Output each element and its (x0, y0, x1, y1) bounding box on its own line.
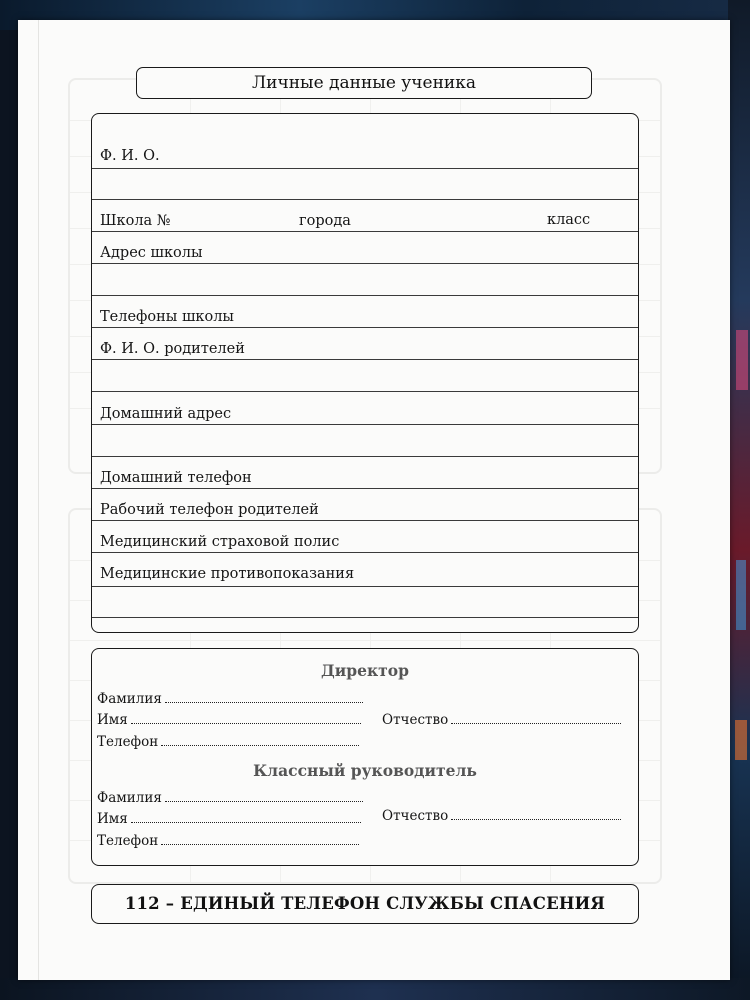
director-patronymic-label: Отчество (382, 712, 449, 728)
teacher-name-label: Имя (97, 811, 128, 827)
emergency-number-banner: 112 – ЕДИНЫЙ ТЕЛЕФОН СЛУЖБЫ СПАСЕНИЯ (91, 884, 639, 924)
director-patronymic-field[interactable] (382, 712, 621, 728)
director-surname-label: Фамилия (97, 691, 162, 707)
field-line[interactable] (92, 552, 638, 553)
label-parents-fio: Ф. И. О. родителей (100, 341, 245, 357)
field-line[interactable] (92, 199, 638, 200)
page-fold (38, 20, 39, 980)
teacher-name-field[interactable] (97, 811, 361, 827)
diary-page (18, 20, 730, 980)
director-heading: Директор (321, 661, 409, 680)
label-medical-policy: Медицинский страховой полис (100, 534, 340, 550)
field-line[interactable] (92, 359, 638, 360)
field-line[interactable] (92, 327, 638, 328)
background-right (728, 0, 750, 1000)
label-school-no: Школа № (100, 213, 171, 229)
background-bottom (0, 978, 750, 1000)
teacher-phone-label: Телефон (97, 833, 159, 849)
field-line[interactable] (92, 456, 638, 457)
director-phone-label: Телефон (97, 734, 159, 750)
field-line[interactable] (92, 168, 638, 169)
label-home-address: Домашний адрес (100, 406, 232, 422)
neon-light-orange (735, 720, 747, 760)
student-data-form (91, 113, 639, 633)
director-surname-field[interactable] (97, 691, 363, 707)
teacher-surname-field[interactable] (97, 790, 363, 806)
field-line[interactable] (92, 617, 638, 618)
field-line[interactable] (92, 231, 638, 232)
label-school-phones: Телефоны школы (100, 309, 234, 325)
field-line[interactable] (92, 295, 638, 296)
field-line[interactable] (92, 586, 638, 587)
label-class: класс (547, 212, 591, 228)
neon-light-blue (736, 560, 746, 630)
field-line[interactable] (92, 520, 638, 521)
field-line[interactable] (92, 263, 638, 264)
neon-light-pink (736, 330, 748, 390)
director-phone-field[interactable] (97, 734, 359, 750)
label-fio: Ф. И. О. (100, 148, 160, 164)
field-line[interactable] (92, 488, 638, 489)
label-school-address: Адрес школы (100, 245, 203, 261)
contacts-box (91, 648, 639, 866)
teacher-phone-field[interactable] (97, 833, 359, 849)
field-line[interactable] (92, 424, 638, 425)
label-parents-work-phone: Рабочий телефон родителей (100, 502, 319, 518)
page-title: Личные данные ученика (136, 67, 592, 99)
label-city: города (299, 213, 351, 229)
label-home-phone: Домашний телефон (100, 470, 252, 486)
field-line[interactable] (92, 391, 638, 392)
director-name-field[interactable] (97, 712, 361, 728)
label-medical-contraindications: Медицинские противопоказания (100, 566, 355, 582)
teacher-surname-label: Фамилия (97, 790, 162, 806)
director-name-label: Имя (97, 712, 128, 728)
teacher-patronymic-field[interactable] (382, 808, 621, 824)
class-teacher-heading: Классный руководитель (253, 761, 477, 780)
teacher-patronymic-label: Отчество (382, 808, 449, 824)
